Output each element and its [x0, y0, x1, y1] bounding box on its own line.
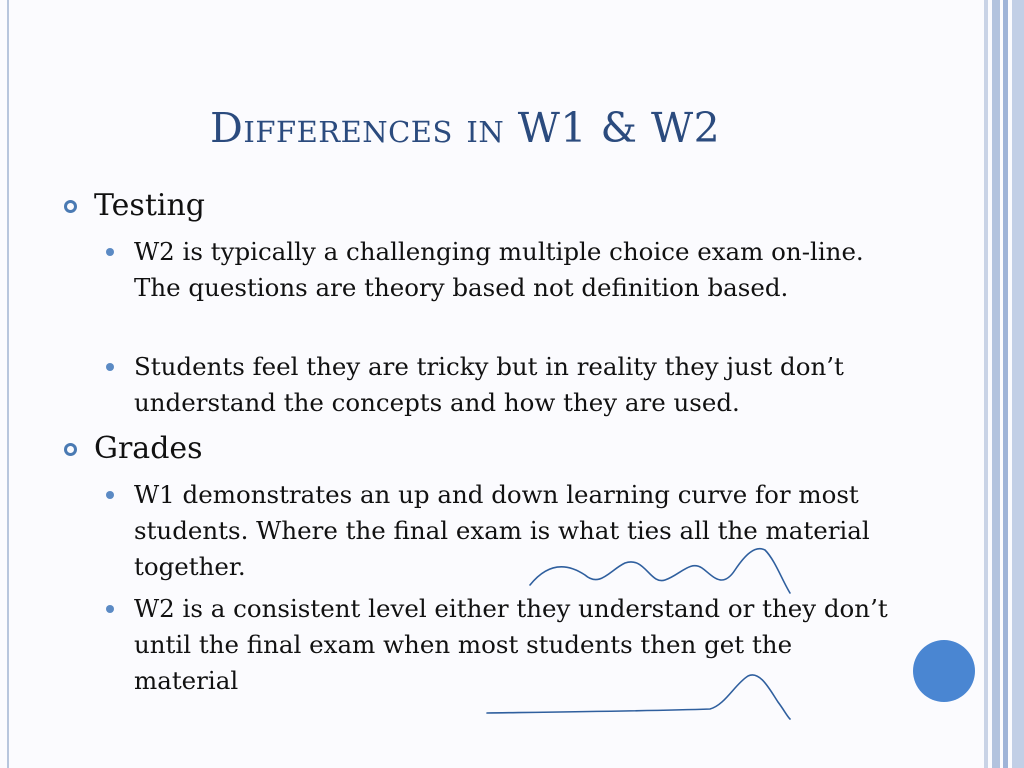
decorative-circle — [913, 640, 975, 702]
list-item-text: Students feel they are tricky but in reality they just don’t understand the concepts and how they are used. — [134, 352, 844, 417]
slide-title: Differences in W1 & W2 — [210, 104, 721, 152]
list-item-text: W1 demonstrates an up and down learning curve for most students. Where the final exam is what ties all the material together. — [134, 480, 870, 581]
list-item-text: W2 is a consistent level either they understand or they don’t until the final exam when most students then get the material — [134, 594, 888, 695]
wavy-curve-sketch — [530, 549, 790, 593]
section-heading-label: Testing — [94, 188, 206, 223]
section-heading-label: Grades — [94, 431, 203, 466]
flat-curve-sketch — [487, 675, 790, 719]
list-item-text: W2 is typically a challenging multiple choice exam on-line. The questions are theory based not definition based. — [134, 237, 864, 302]
